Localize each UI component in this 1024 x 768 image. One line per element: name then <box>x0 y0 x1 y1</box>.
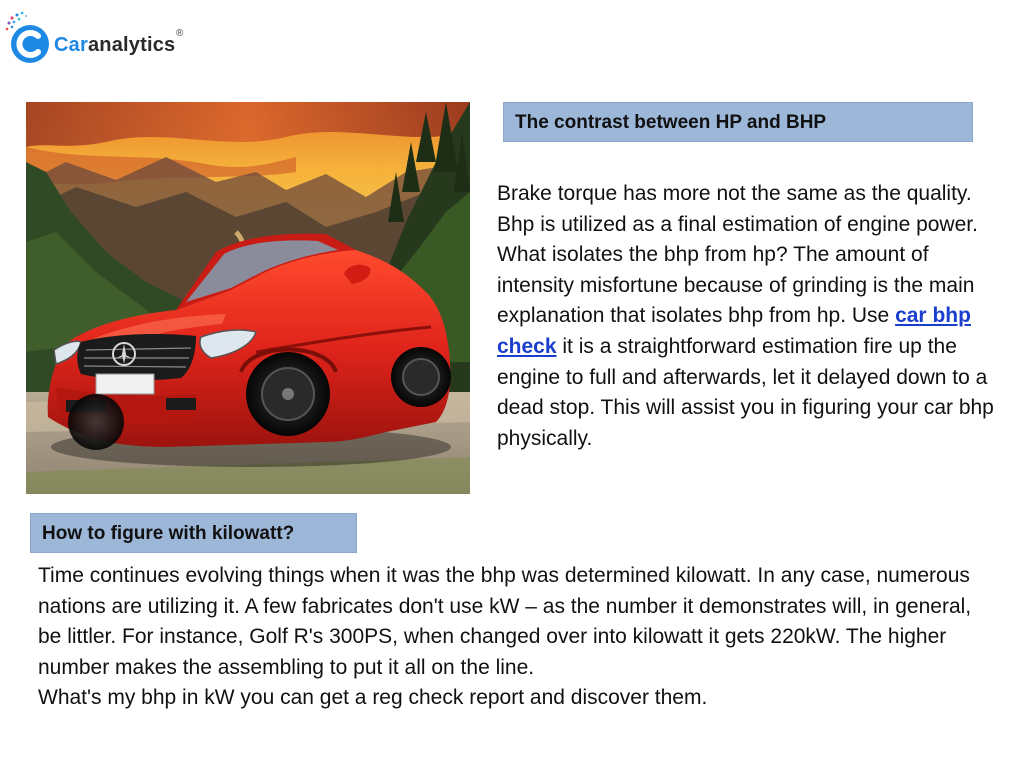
registered-mark: ® <box>176 28 184 39</box>
brand-logo[interactable] <box>4 10 204 66</box>
car-hero-image <box>26 102 470 494</box>
kilowatt-paragraph-1: Time continues evolving things when it was the bhp was determined kilowatt. In any case, numerous nations are utilizing it. A few fabricates don't use kW – as the number it demonstrates will, in general, be littler. For instance, Golf R's 300PS, when changed over into kilowatt it gets 220kW. The higher number makes the assembling to put it all on the line. <box>38 564 972 679</box>
section-paragraph-hp-bhp <box>497 179 997 454</box>
brand-name: Caranalytics <box>54 34 176 56</box>
red-convertible-car-photo <box>26 102 470 494</box>
section-paragraph-kilowatt <box>38 561 998 714</box>
car-bhp-check-link[interactable]: car bhp check <box>497 304 971 358</box>
section-heading-hp-bhp: The contrast between HP and BHP <box>503 102 973 142</box>
caranalytics-logo-icon <box>4 10 56 66</box>
paragraph-text-before-link: Brake torque has more not the same as the quality. Bhp is utilized as a final estimation of engine power. What isolates the bhp from hp? The amount of intensity misfortune because of grinding is the main explanation that isolates bhp from hp. Use <box>497 182 978 328</box>
kilowatt-paragraph-2: What's my bhp in kW you can get a reg check report and discover them. <box>38 686 708 710</box>
section-heading-kilowatt: How to figure with kilowatt? <box>30 513 357 553</box>
paragraph-text-after-link: it is a straightforward estimation fire up the engine to full and afterwards, let it delayed down to a dead stop. This will assist you in figuring your car bhp physically. <box>497 334 994 450</box>
